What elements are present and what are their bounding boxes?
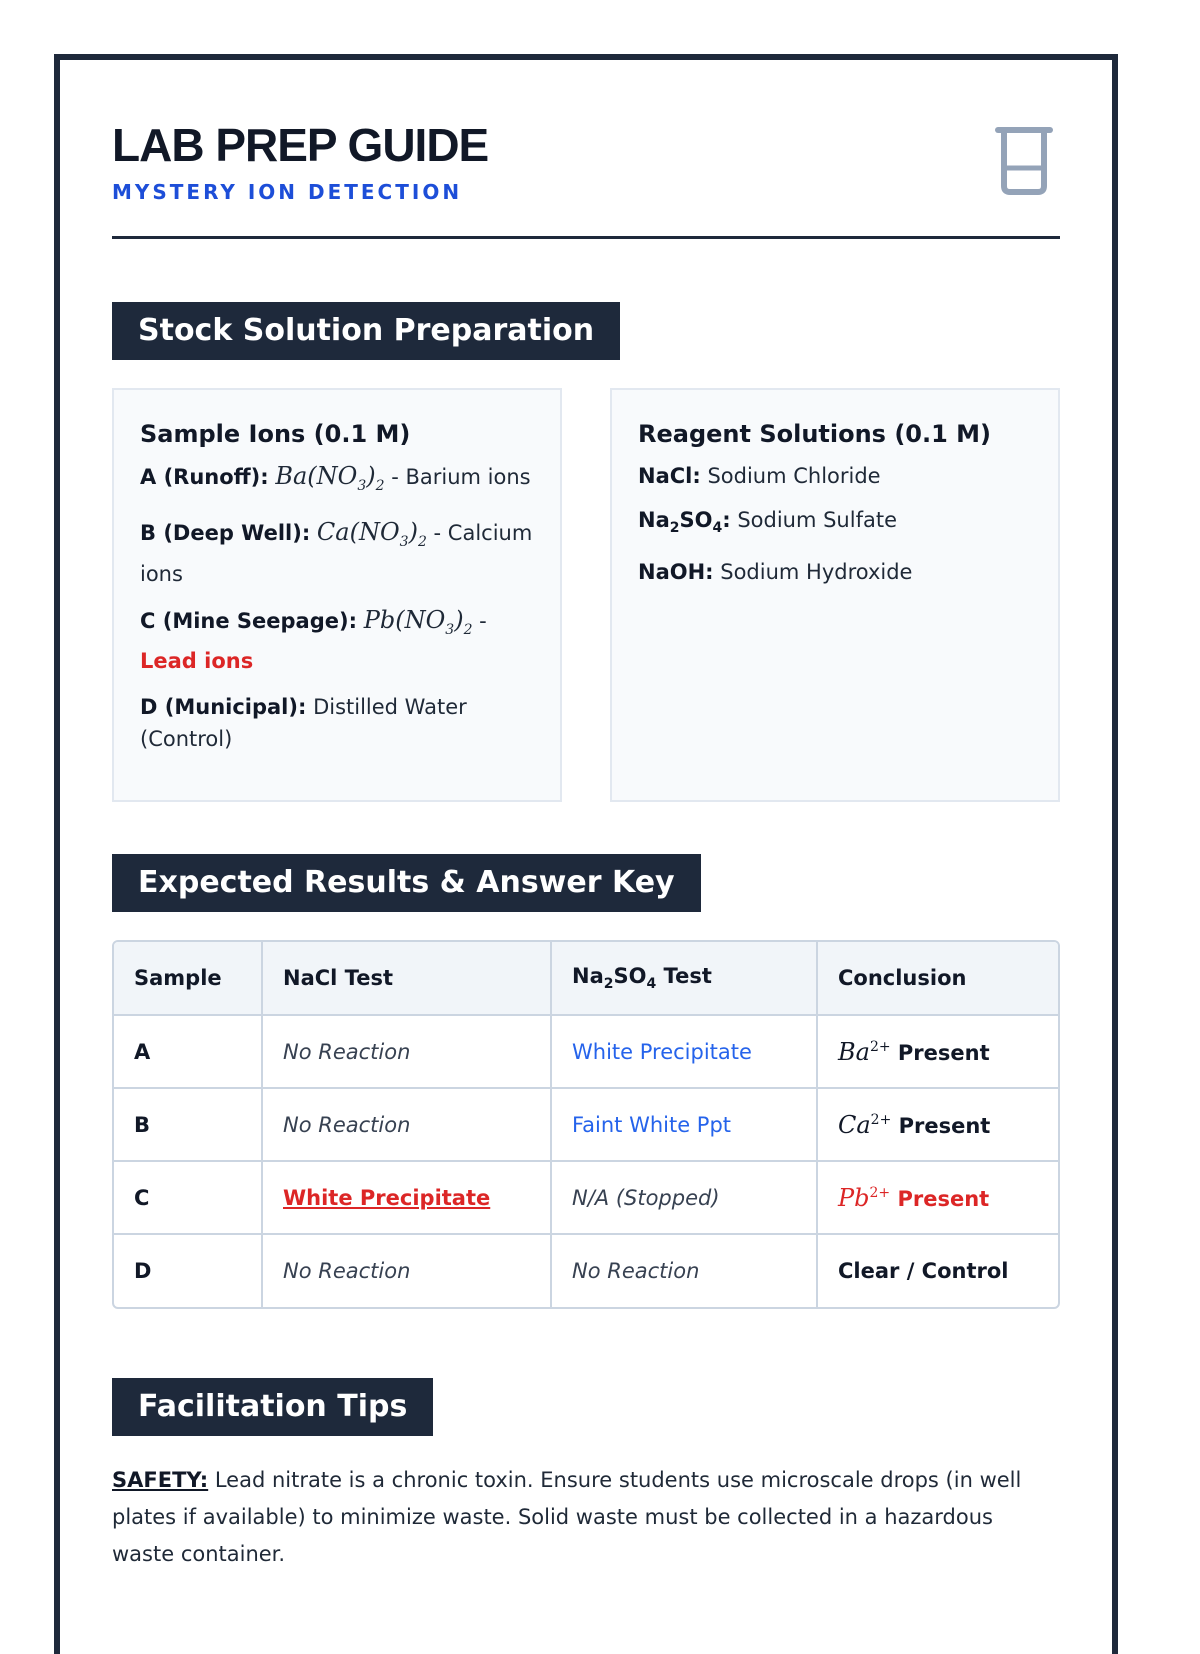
cell-conclusion: $Ba^{2+}$ Present [817, 1015, 1058, 1088]
section-heading-stock: Stock Solution Preparation [112, 302, 620, 360]
page-content [112, 60, 1060, 1566]
cell-conclusion: $Ca^{2+}$ Present [817, 1088, 1058, 1161]
sample-desc: - Barium ions [384, 465, 531, 489]
page-title: LAB PREP GUIDE [112, 119, 489, 171]
page-subtitle: MYSTERY ION DETECTION [112, 180, 463, 204]
cell-na2so4: No Reaction [551, 1234, 817, 1307]
cell-sample: B [114, 1088, 262, 1161]
reagent-item-na2so4 [638, 504, 1032, 544]
sample-label: D (Municipal): [140, 695, 307, 720]
reagent-label: NaOH: [638, 560, 714, 585]
sample-formula: $Ca(NO_3)_2$ [316, 517, 427, 550]
sample-ions-panel [112, 388, 562, 802]
ion-symbol: $Pb^{2+}$ [838, 1183, 891, 1212]
sample-desc: - [472, 608, 487, 633]
reagent-label: NaCl: [638, 464, 701, 488]
cell-sample: C [114, 1161, 262, 1234]
sample-item-a [140, 460, 534, 502]
reagent-item-nacl [638, 460, 1032, 492]
reagent-item-naoh [638, 556, 1032, 588]
safety-label: SAFETY: [112, 1468, 209, 1492]
reagent-solutions-title: Reagent Solutions (0.1 M) [638, 420, 992, 448]
section-heading-results: Expected Results & Answer Key [112, 854, 701, 912]
sample-label: B (Deep Well): [140, 520, 311, 545]
page-header [112, 60, 1060, 239]
table-row [114, 1088, 1058, 1161]
cell-nacl: No Reaction [262, 1015, 551, 1088]
column-header-conclusion: Conclusion [817, 942, 1058, 1015]
cell-nacl: No Reaction [262, 1088, 551, 1161]
sample-ions-title: Sample Ions (0.1 M) [140, 420, 411, 448]
column-header-nacl: NaCl Test [262, 942, 551, 1015]
cell-na2so4: Faint White Ppt [551, 1088, 817, 1161]
cell-conclusion: Clear / Control [838, 1259, 1009, 1283]
sample-formula: $Ba(NO_3)_2$ [275, 462, 385, 494]
sample-desc: Distilled Water (Control) [140, 695, 467, 752]
beaker-icon [994, 124, 1054, 196]
column-header-na2so4: $Na_2SO_4$ Test [551, 942, 817, 1015]
cell-sample: D [114, 1234, 262, 1307]
ion-symbol: $Ca^{2+}$ [838, 1110, 892, 1139]
table-row [114, 1234, 1058, 1307]
reagent-desc: Sodium Chloride [700, 464, 881, 488]
cell-na2so4: White Precipitate [551, 1015, 817, 1088]
sample-label: A (Runoff): [140, 465, 269, 489]
column-header-sample: Sample [114, 942, 262, 1015]
reagent-desc: Sodium Hydroxide [713, 560, 913, 585]
cell-conclusion: $Pb^{2+}$ Present [817, 1161, 1058, 1234]
sample-formula: $Pb(NO_3)_2$ [363, 605, 473, 638]
stock-panels [112, 388, 1060, 802]
table-row [114, 1015, 1058, 1088]
reagent-desc: Sodium Sulfate [730, 508, 897, 532]
sample-item-d [140, 691, 534, 755]
cell-nacl: White Precipitate [262, 1161, 551, 1234]
cell-nacl: No Reaction [262, 1234, 551, 1307]
answer-key-table [112, 940, 1060, 1309]
safety-text: Lead nitrate is a chronic toxin. Ensure students use microscale drops (in well plates if available) to minimize waste. Solid waste must be collected in a hazardous waste container. [112, 1468, 1022, 1566]
section-heading-tips: Facilitation Tips [112, 1378, 433, 1436]
ion-symbol: $Ba^{2+}$ [838, 1037, 891, 1066]
safety-tip [112, 1462, 1060, 1573]
table-row [114, 1161, 1058, 1234]
lab-prep-guide-page [54, 54, 1118, 1654]
lead-ions-highlight: Lead ions [140, 649, 254, 674]
reagent-label: $Na_2SO_4$: [638, 508, 731, 537]
reagent-solutions-panel [610, 388, 1060, 802]
sample-label: C (Mine Seepage): [140, 608, 358, 633]
sample-desc: - Calcium ions [140, 520, 533, 586]
cell-na2so4: N/A (Stopped) [551, 1161, 817, 1234]
sample-item-c [140, 604, 534, 678]
sample-item-b [140, 516, 534, 590]
cell-sample: A [114, 1015, 262, 1088]
table-header-row [114, 942, 1058, 1015]
